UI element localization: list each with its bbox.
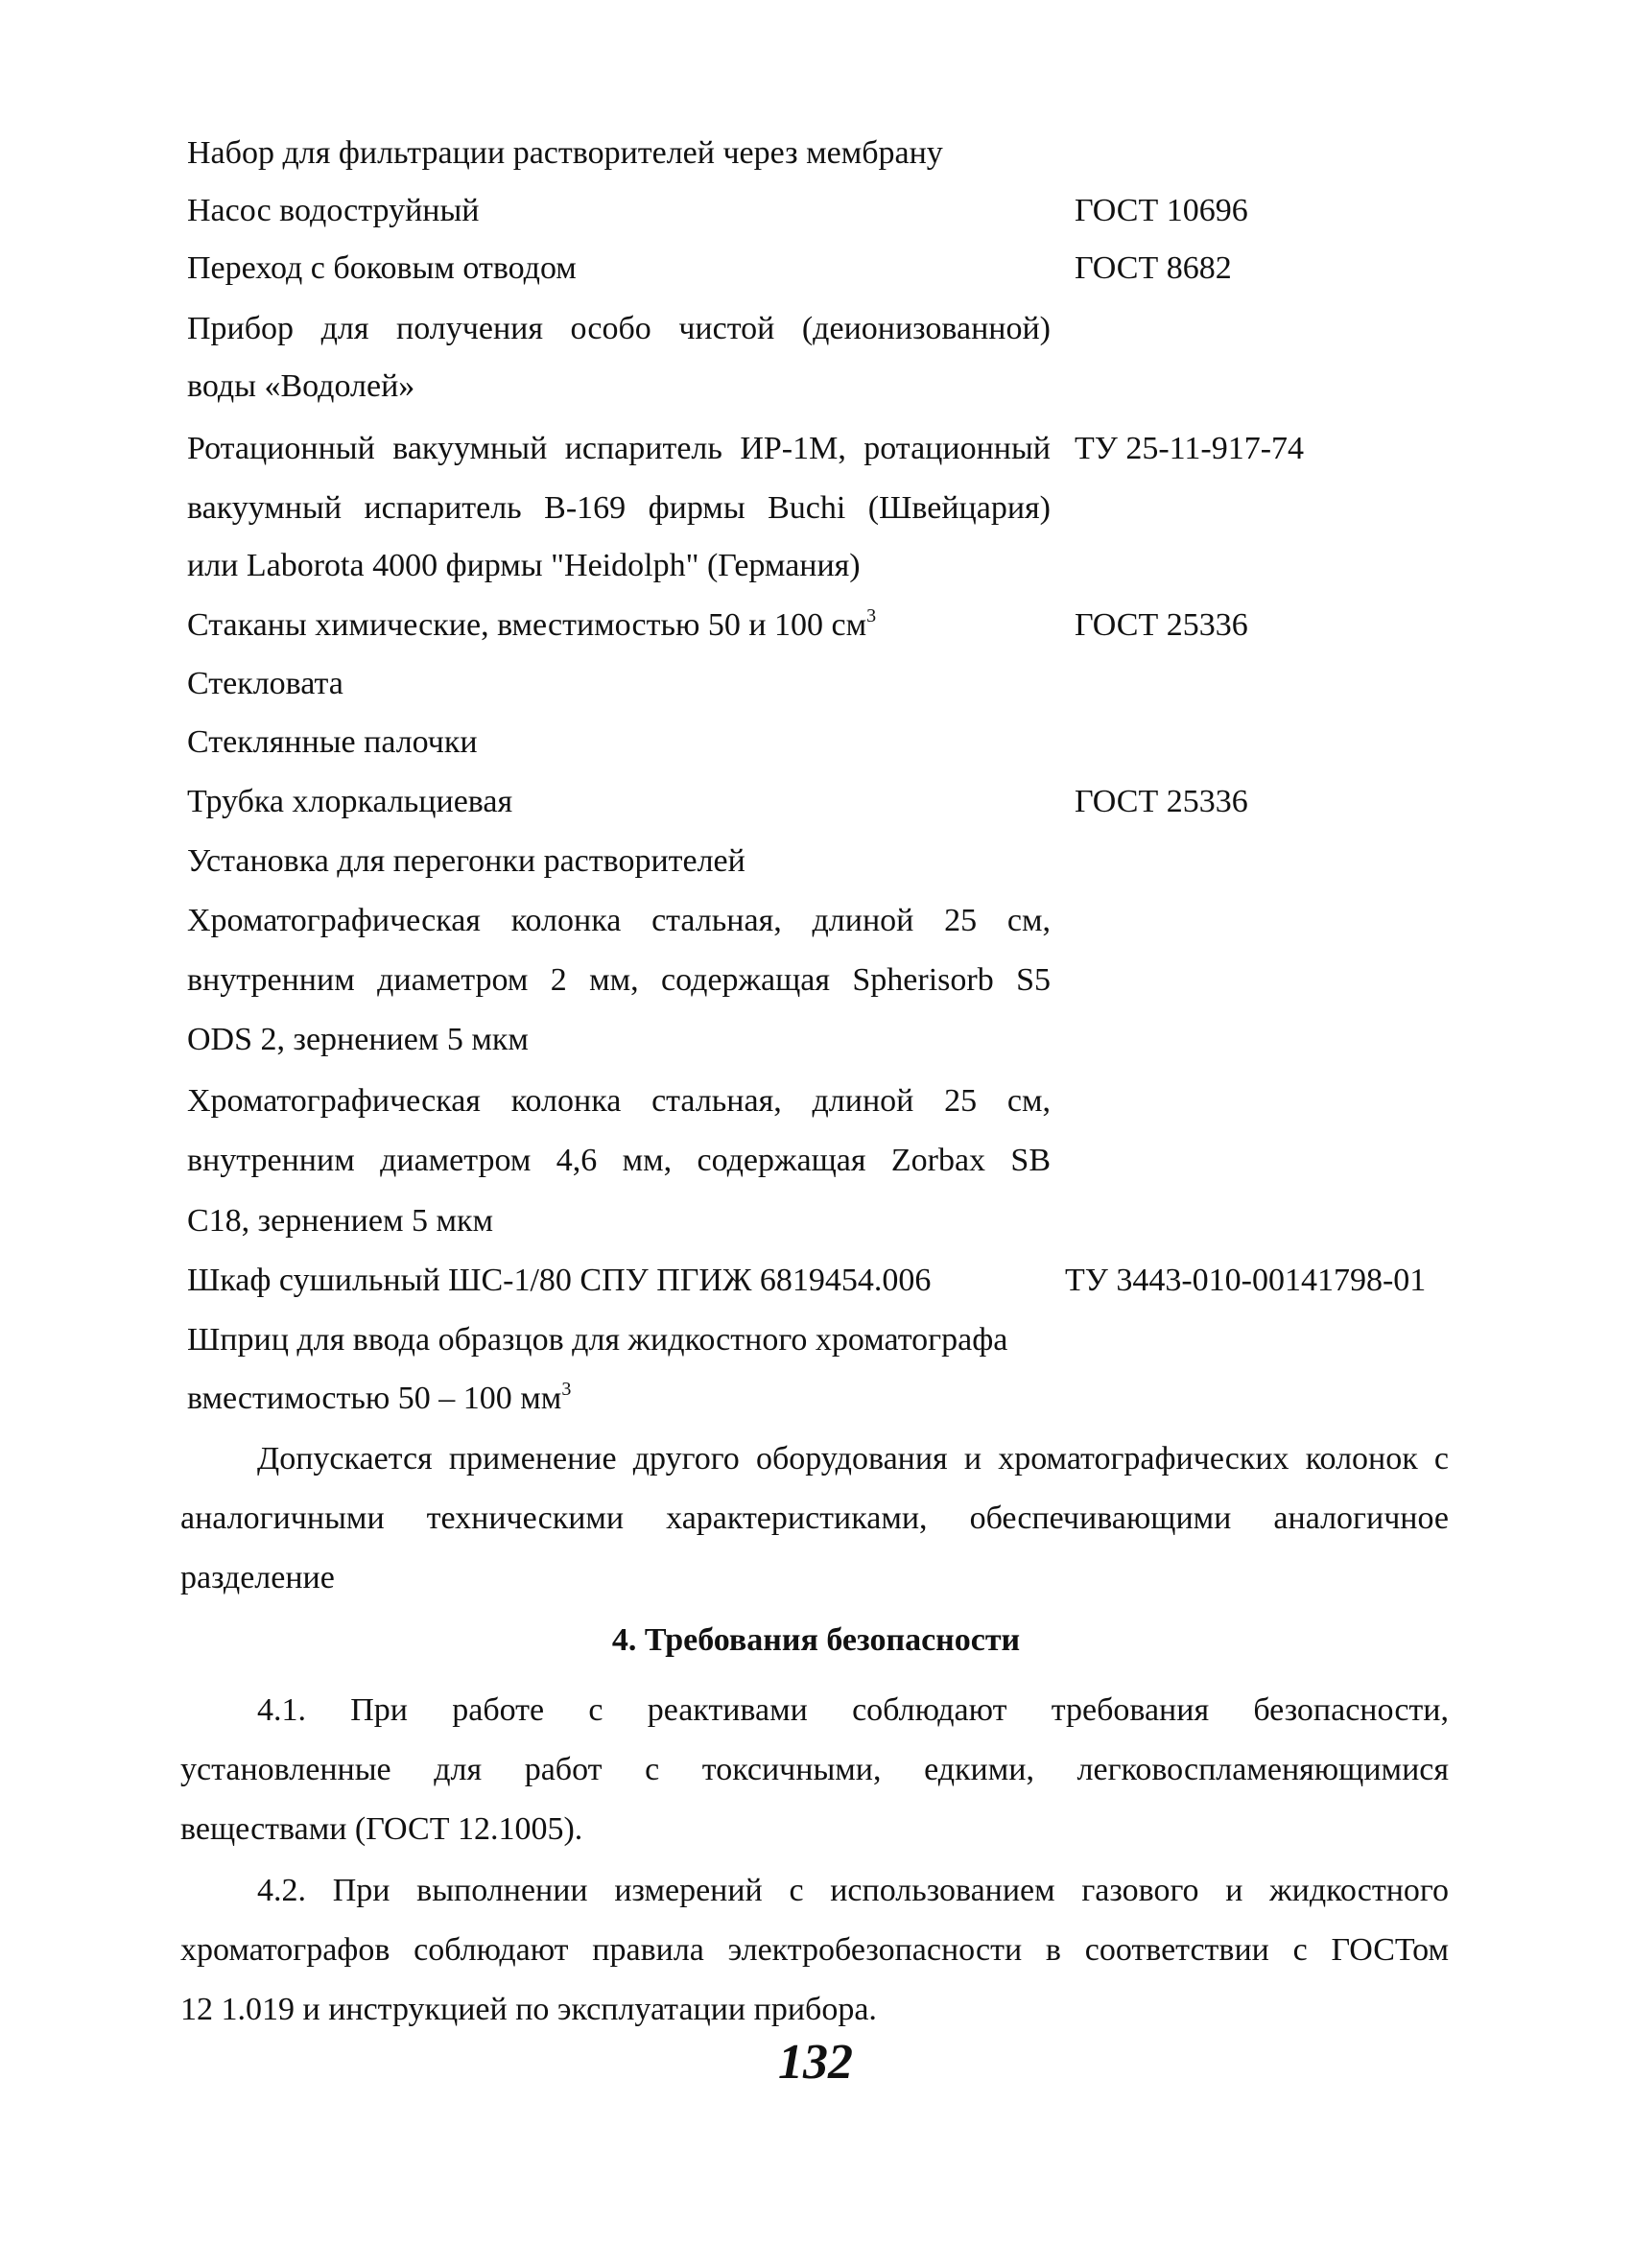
section-heading: 4. Требования безопасности	[611, 1622, 1021, 1658]
equipment-item	[187, 125, 1463, 182]
paragraph-4-1	[180, 1681, 1449, 1859]
equipment-item	[187, 300, 1463, 358]
item-name-text: Стаканы химические, вместимостью 50 и 100 см	[187, 607, 867, 643]
item-name-continuation: внутренним диаметром 2 мм, содержащая Spherisorb S5	[187, 962, 1051, 998]
equipment-item-continuation	[187, 1132, 1463, 1190]
item-name-text: вместимостью 50 – 100 мм	[187, 1381, 562, 1416]
item-name-continuation: или Laborota 4000 фирмы "Heidolph" (Германия)	[187, 548, 861, 583]
equipment-item	[187, 892, 1463, 950]
equipment-item	[187, 420, 1463, 478]
item-standard: ТУ 3443-010-00141798-01	[1065, 1263, 1427, 1298]
item-name: Шкаф сушильный ШС-1/80 СПУ ПГИЖ 6819454.006	[187, 1263, 932, 1298]
item-standard: ГОСТ 8682	[1075, 250, 1232, 286]
paragraph-line: 4.1. При работе с реактивами соблюдают требования безопасности,	[257, 1692, 1449, 1728]
paragraph-line: хроматографов соблюдают правила электробезопасности в соответствии с ГОСТом	[180, 1932, 1449, 1968]
equipment-item	[187, 597, 1463, 654]
paragraph-line: Допускается применение другого оборудования и хроматографических колонок с	[257, 1441, 1449, 1477]
item-name-continuation: ODS 2, зернением 5 мкм	[187, 1022, 529, 1057]
equipment-item-continuation	[187, 1370, 1463, 1428]
equipment-item	[187, 182, 1463, 240]
note-paragraph	[180, 1429, 1449, 1608]
item-name-continuation: C18, зернением 5 мкм	[187, 1203, 494, 1239]
item-standard: ТУ 25-11-917-74	[1075, 431, 1305, 466]
item-name: Ротационный вакуумный испаритель ИР-1М, ротационный	[187, 431, 1051, 466]
item-name: Хроматографическая колонка стальная, длиной 25 см,	[187, 903, 1051, 938]
item-name-continuation: вакуумный испаритель В-169 фирмы Buchi (Швейцария)	[187, 490, 1051, 526]
equipment-item	[187, 1073, 1463, 1130]
item-name: Прибор для получения особо чистой (деионизованной)	[187, 311, 1051, 346]
superscript: 3	[561, 1379, 572, 1400]
paragraph-line: 4.2. При выполнении измерений с использованием газового и жидкостного	[257, 1873, 1449, 1908]
paragraph-4-2	[180, 1861, 1449, 2040]
item-name-continuation	[187, 1370, 1051, 1428]
paragraph-line: установленные для работ с токсичными, едкими, легковоспламеняющимися	[180, 1752, 1449, 1787]
paragraph-line: 12 1.019 и инструкцией по эксплуатации прибора.	[180, 1992, 877, 2027]
page-number: 132	[778, 2035, 853, 2090]
item-name: Стекловата	[187, 666, 343, 701]
equipment-item-continuation	[187, 480, 1463, 537]
equipment-item	[187, 240, 1463, 297]
equipment-item	[187, 1252, 1463, 1310]
item-name: Насос водоструйный	[187, 193, 480, 228]
item-name: Шприц для ввода образцов для жидкостного хроматографа	[187, 1322, 1008, 1358]
equipment-item-continuation	[187, 1011, 1463, 1069]
equipment-item	[187, 833, 1463, 890]
equipment-item-continuation	[187, 358, 1463, 415]
paragraph-line: аналогичными техническими характеристиками, обеспечивающими аналогичное	[180, 1500, 1449, 1536]
item-name	[187, 597, 1051, 654]
superscript: 3	[866, 605, 877, 626]
item-name: Трубка хлоркальциевая	[187, 784, 513, 819]
item-name: Переход с боковым отводом	[187, 250, 577, 286]
equipment-item	[187, 655, 1463, 713]
equipment-item-continuation	[187, 1193, 1463, 1250]
item-standard: ГОСТ 25336	[1075, 607, 1248, 643]
item-name: Набор для фильтрации растворителей через мембрану	[187, 135, 943, 171]
item-standard: ГОСТ 10696	[1075, 193, 1248, 228]
equipment-item	[187, 773, 1463, 831]
paragraph-line: веществами (ГОСТ 12.1005).	[180, 1811, 583, 1847]
item-name: Стеклянные палочки	[187, 724, 478, 760]
equipment-item-continuation	[187, 537, 1463, 595]
equipment-item-continuation	[187, 952, 1463, 1009]
item-name-continuation: внутренним диаметром 4,6 мм, содержащая Zorbax SB	[187, 1143, 1051, 1178]
item-name-continuation: воды «Водолей»	[187, 368, 415, 404]
paragraph-line: разделение	[180, 1560, 335, 1595]
item-name: Хроматографическая колонка стальная, длиной 25 см,	[187, 1083, 1051, 1119]
equipment-item	[187, 1311, 1463, 1369]
equipment-item	[187, 714, 1463, 771]
item-name: Установка для перегонки растворителей	[187, 843, 745, 879]
item-standard: ГОСТ 25336	[1075, 784, 1248, 819]
